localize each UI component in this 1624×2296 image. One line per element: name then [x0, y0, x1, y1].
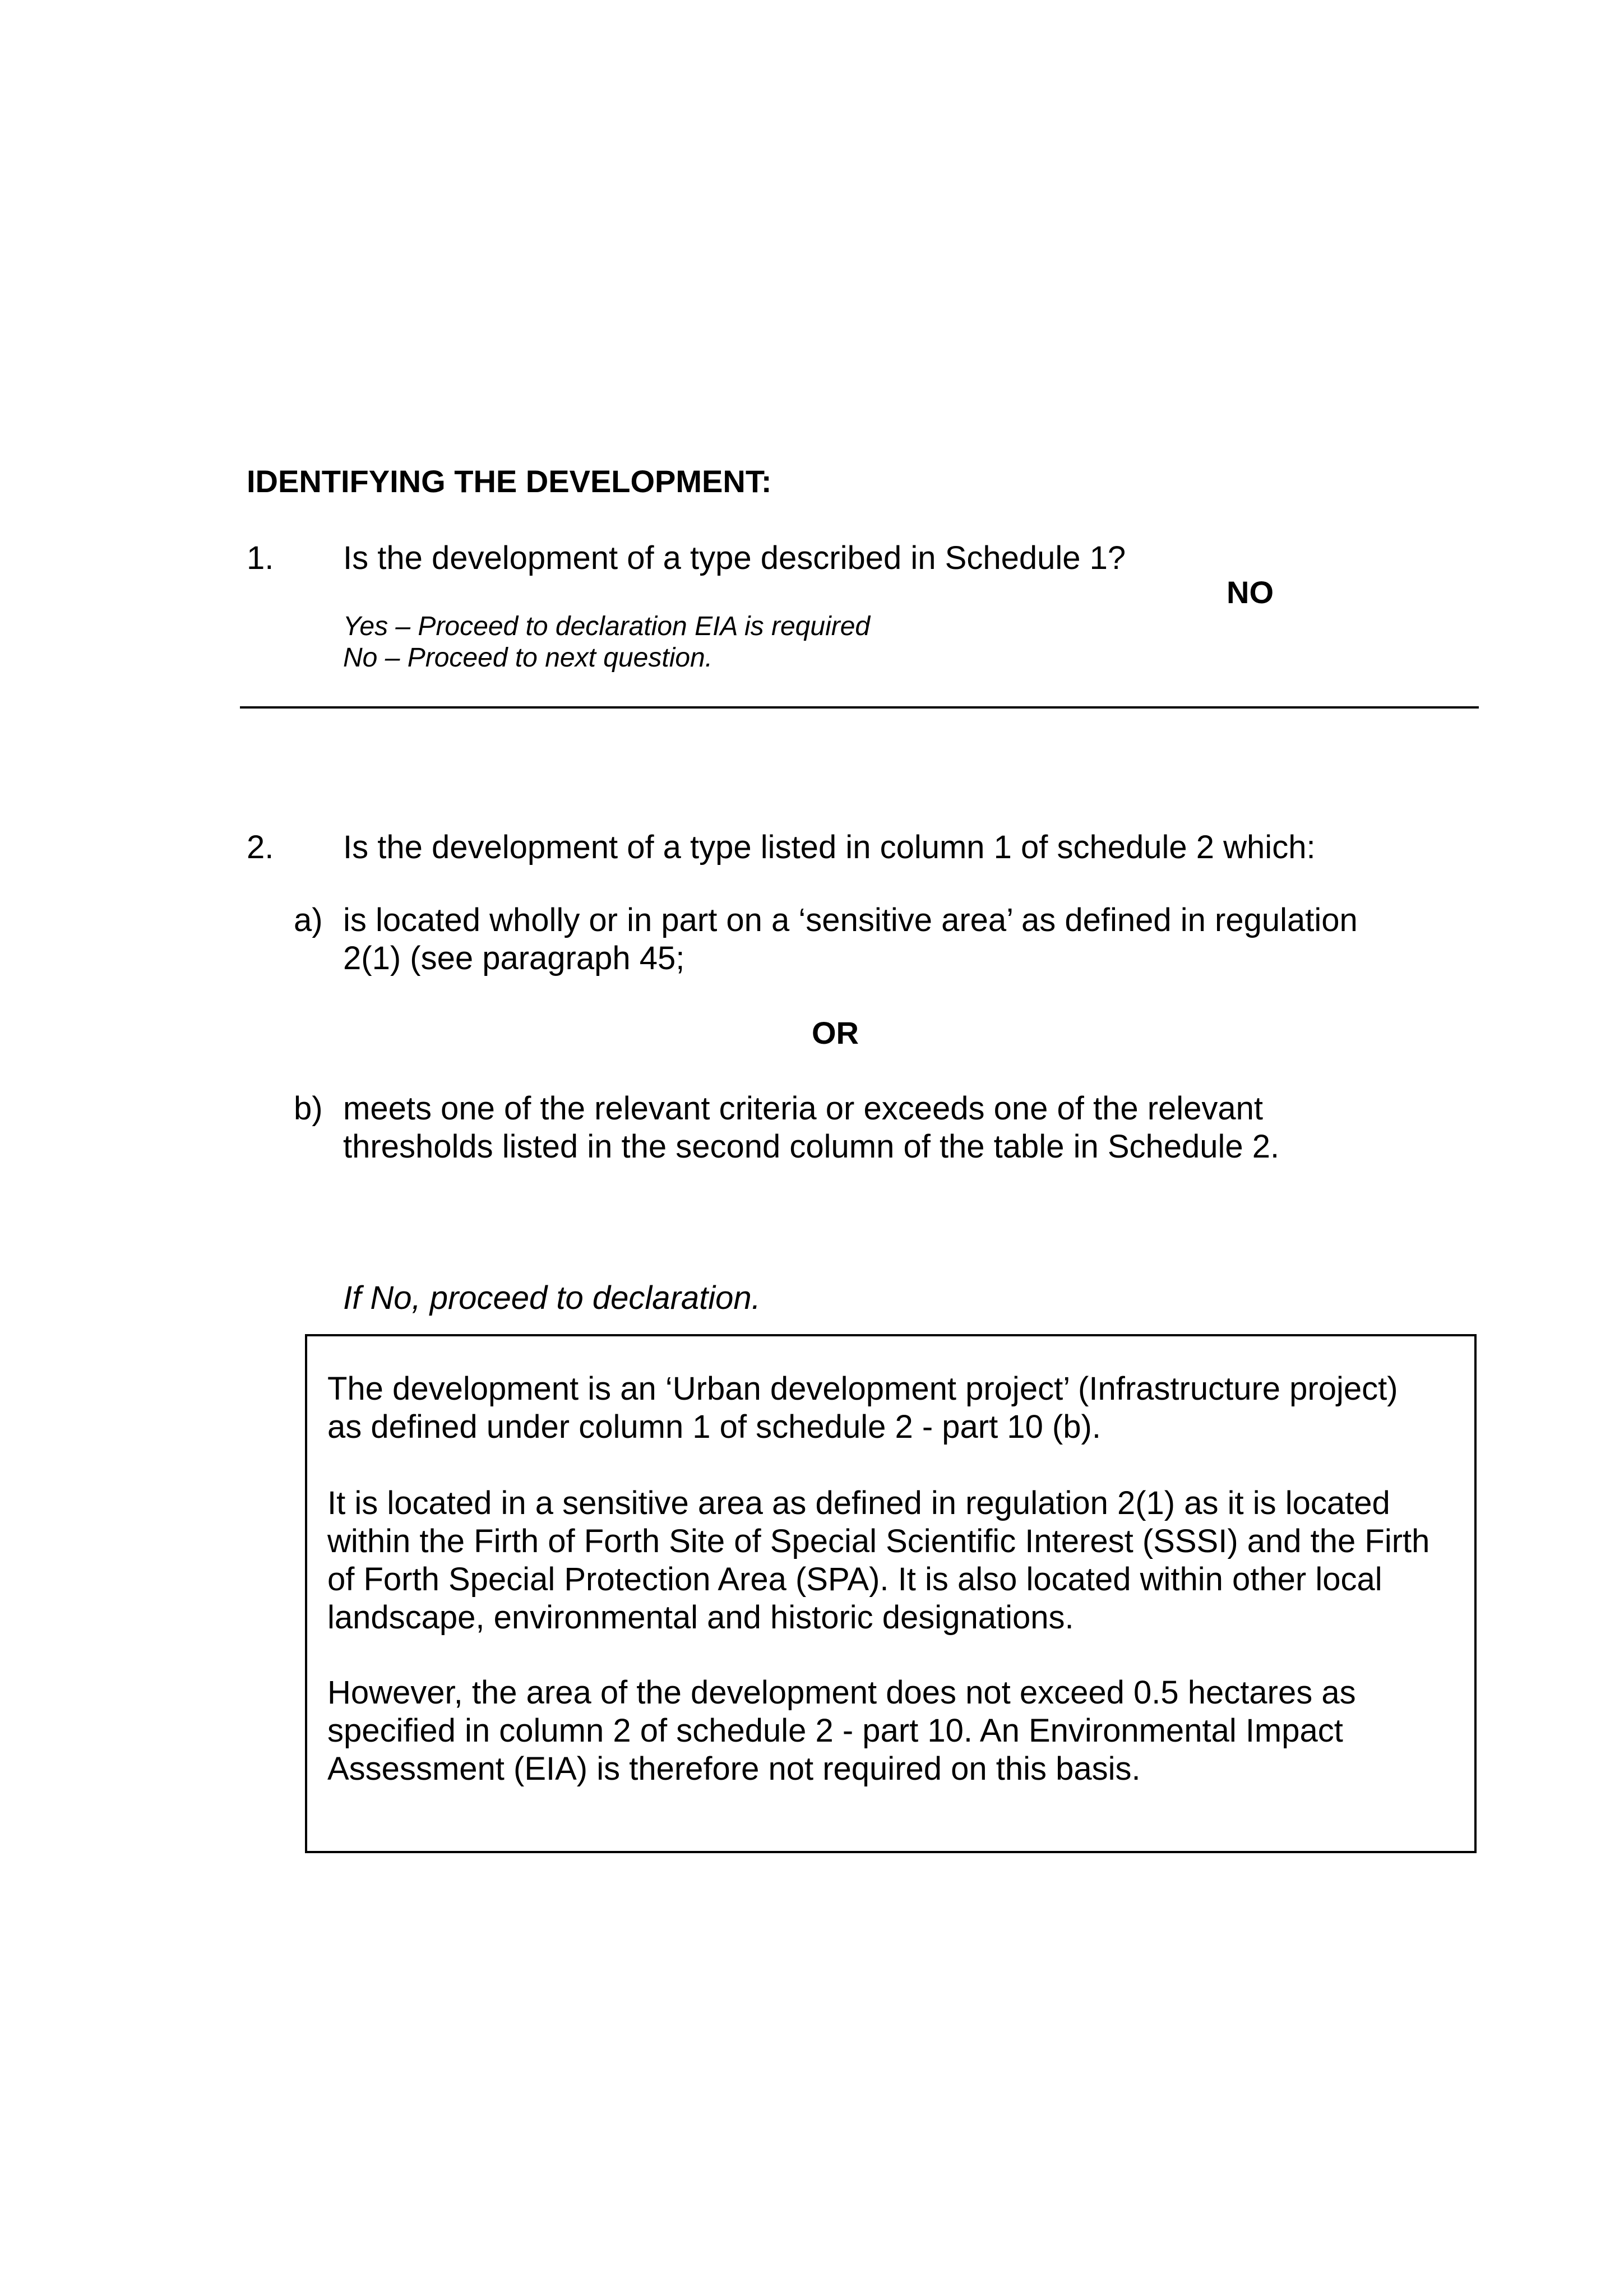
item-a-marker: a) [294, 902, 323, 938]
assessment-paragraph-1: The development is an ‘Urban development project’ (Infrastructure project) as defined under column 1 of schedule 2 - part 10 (b). [327, 1371, 1398, 1445]
item-b-line-1: meets one of the relevant criteria or exceeds one of the relevant [343, 1090, 1264, 1127]
item-b-marker: b) [294, 1090, 323, 1127]
item-a-line-2: 2(1) (see paragraph 45; [343, 940, 685, 976]
question-1-hint-yes: Yes – Proceed to declaration EIA is required [343, 612, 871, 641]
section-heading: IDENTIFYING THE DEVELOPMENT: [247, 464, 772, 499]
question-2-text: Is the development of a type listed in column 1 of schedule 2 which: [343, 829, 1316, 865]
section-divider [240, 706, 1479, 709]
question-1-number: 1. [247, 540, 274, 576]
assessment-paragraph-2: It is located in a sensitive area as defined in regulation 2(1) as it is located within the Firth of Forth Site of Special Scientific Interest (SSSI) and the Firth of Forth Special Protection Area (SPA). It is also located within other local landscape, environmental and historic designations. [327, 1485, 1430, 1636]
item-b-line-2: thresholds listed in the second column of the table in Schedule 2. [343, 1128, 1280, 1165]
question-1-text: Is the development of a type described in Schedule 1? [343, 540, 1126, 576]
assessment-paragraph-3: However, the area of the development does not exceed 0.5 hectares as specified in column 2 of schedule 2 - part 10. An Environmental Impact Assessment (EIA) is therefore not required on this basis. [327, 1674, 1356, 1787]
or-separator: OR [812, 1015, 859, 1050]
question-1-answer: NO [1227, 575, 1274, 610]
question-1-hint-no: No – Proceed to next question. [343, 643, 713, 673]
item-a-line-1: is located wholly or in part on a ‘sensitive area’ as defined in regulation [343, 902, 1358, 938]
assessment-box [305, 1334, 1477, 1853]
if-no-note: If No, proceed to declaration. [343, 1280, 761, 1316]
question-2-number: 2. [247, 829, 274, 865]
